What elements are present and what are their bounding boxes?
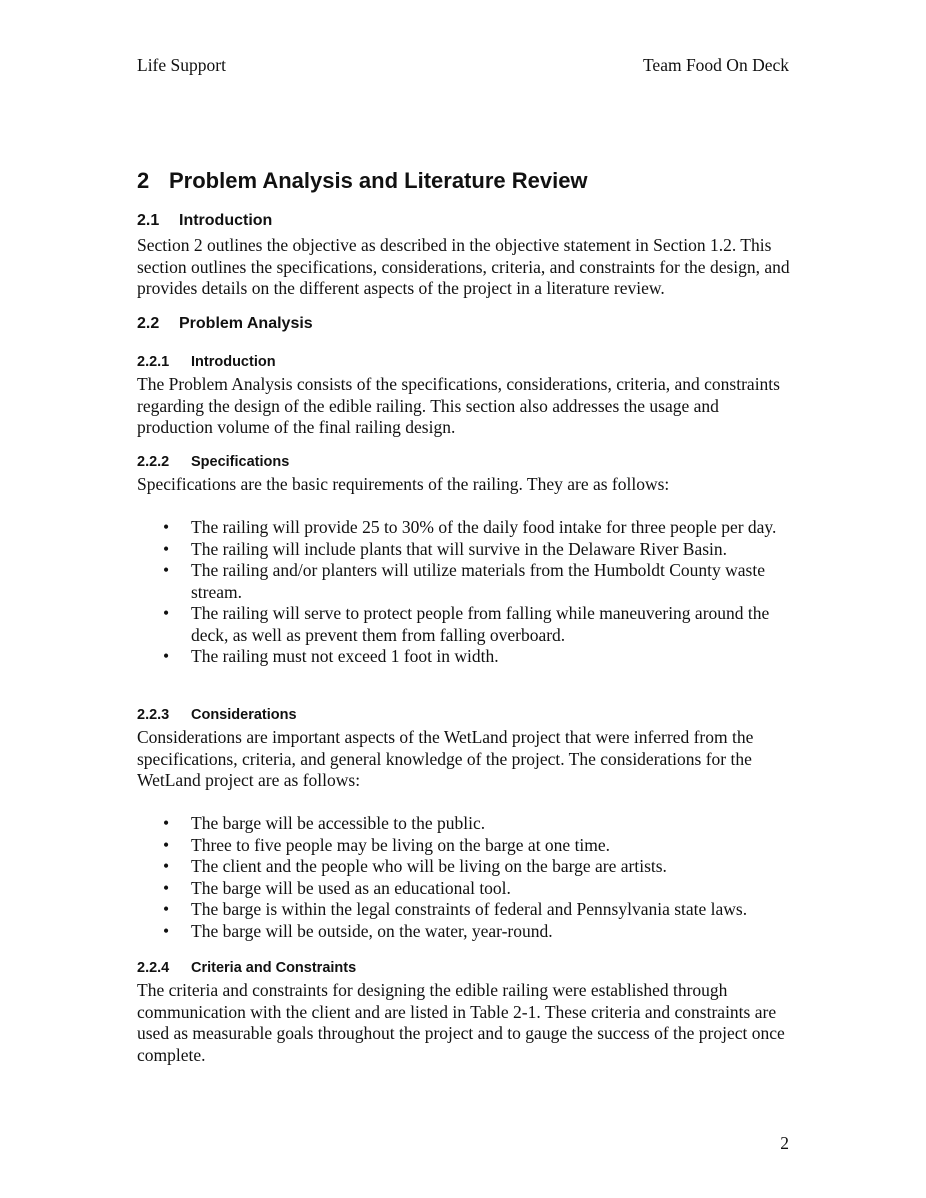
list-item: • The barge will be outside, on the water, year-round. [163,920,553,941]
problem-analysis-paragraph: The Problem Analysis consists of the specifications, considerations, criteria, and constraints regarding the design of the edible railing. This section also addresses the usage and production volume of the final railing design. [137,374,780,437]
subsubsection-heading-2-2-2 [137,454,289,470]
list-item: • The railing and/or planters will utilize materials from the Humboldt County waste stream. [163,560,765,602]
bullet-icon: • [163,856,170,876]
bullet-icon: • [163,899,170,919]
subsection-number: 2.1 [137,212,160,229]
section-number: 2 [137,168,150,193]
subsubsection-number: 2.2.3 [137,707,170,723]
running-header-right: Team Food On Deck [642,55,789,75]
bullet-icon: • [163,560,170,580]
subsubsection-title: Specifications [191,454,290,470]
bullet-icon: • [163,646,170,666]
subsubsection-heading-2-2-1 [137,354,276,370]
page-number: 2 [780,1133,789,1153]
criteria-paragraph: The criteria and constraints for designing the edible railing were established through communication with the client and are listed in Table 2-1. These criteria and constraints are used as measurable goals throughout the project and to gauge the success of the project once complete. [137,980,785,1065]
bullet-icon: • [163,877,170,898]
list-item: • The barge will be accessible to the public. [163,813,486,833]
subsubsection-heading-2-2-4 [137,960,356,976]
subsection-number: 2.2 [137,315,160,332]
specifications-list [137,517,797,668]
bullet-icon: • [163,834,170,855]
subsubsection-title: Considerations [191,707,297,723]
subsection-title: Introduction [179,212,273,229]
list-item: • The barge is within the legal constraints of federal and Pennsylvania state laws. [163,899,748,919]
bullet-icon: • [163,538,170,559]
subsubsection-heading-2-2-3 [137,707,297,723]
bullet-icon: • [163,813,170,833]
subsubsection-number: 2.2.1 [137,354,170,370]
section-title: Problem Analysis and Literature Review [169,168,588,193]
list-item: • Three to five people may be living on the barge at one time. [163,834,611,855]
list-item: • The barge will be used as an educational tool. [163,877,511,898]
section-heading [137,168,588,194]
running-header-left: Life Support [137,55,226,75]
bullet-icon: • [163,920,170,941]
list-item: • The railing will serve to protect people from falling while maneuvering around the deck, as well as prevent them from falling overboard. [163,603,770,645]
considerations-paragraph: Considerations are important aspects of the WetLand project that were inferred from the specifications, criteria, and general knowledge of the project. The considerations for the WetLand project are as follows: [137,727,754,790]
bullet-icon: • [163,603,170,623]
subsubsection-number: 2.2.4 [137,960,170,976]
subsection-heading-2-1 [137,212,272,230]
list-item: • The railing will include plants that will survive in the Delaware River Basin. [163,538,728,559]
subsubsection-number: 2.2.2 [137,454,170,470]
list-item: • The railing will provide 25 to 30% of the daily food intake for three people per day. [163,517,777,537]
list-item: • The railing must not exceed 1 foot in width. [163,646,499,666]
specifications-paragraph: Specifications are the basic requirements of the railing. They are as follows: [137,474,670,494]
subsection-title: Problem Analysis [179,315,313,332]
intro-paragraph: Section 2 outlines the objective as described in the objective statement in Section 1.2. This section outlines the specifications, considerations, criteria, and constraints for the design, and provides details on the different aspects of the project in a literature review. [137,235,790,298]
subsubsection-title: Criteria and Constraints [191,960,357,976]
considerations-list [137,813,797,942]
bullet-icon: • [163,517,170,537]
subsubsection-title: Introduction [191,354,276,370]
subsection-heading-2-2 [137,315,313,333]
list-item: • The client and the people who will be living on the barge are artists. [163,856,667,876]
